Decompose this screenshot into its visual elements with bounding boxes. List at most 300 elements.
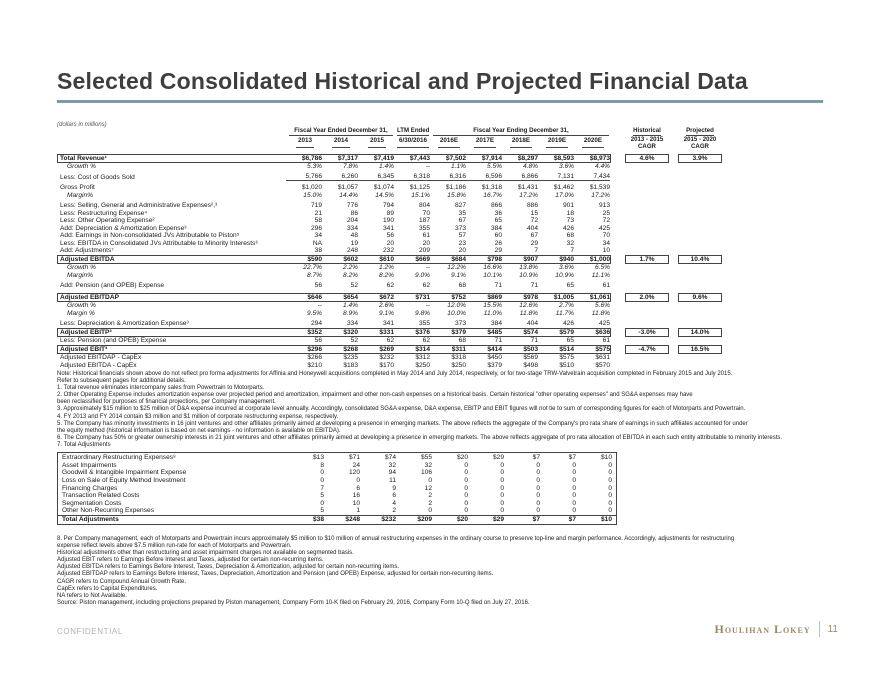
value-cell: 0 bbox=[572, 484, 576, 492]
value-cell: 4.8% bbox=[522, 163, 538, 171]
value-cell: 190 bbox=[382, 217, 394, 225]
value-cell: $1,074 bbox=[373, 184, 394, 192]
row-label: Loss on Sale of Equity Method Investment bbox=[62, 477, 186, 485]
footnotes-block-2 bbox=[57, 536, 847, 607]
value-cell: $1,462 bbox=[553, 184, 574, 192]
value-cell: $940 bbox=[559, 255, 574, 263]
cagr-header-cagr: CAGR bbox=[638, 142, 656, 150]
value-cell: 57 bbox=[458, 232, 466, 240]
row-values bbox=[286, 185, 610, 191]
value-cell: 106 bbox=[420, 469, 432, 477]
value-cell: 0 bbox=[572, 492, 576, 500]
value-cell: $210 bbox=[307, 361, 322, 369]
table-row-main bbox=[57, 210, 611, 218]
value-cell: $731 bbox=[415, 293, 430, 301]
row-label: Add: Depreciation & Amortization Expense³ bbox=[60, 224, 187, 232]
value-cell: 0 bbox=[572, 499, 576, 507]
cagr-value bbox=[678, 173, 722, 182]
value-cell: 0 bbox=[464, 477, 468, 485]
row-values bbox=[286, 233, 610, 239]
value-cell: 24 bbox=[352, 461, 360, 469]
value-cell: 32 bbox=[424, 461, 432, 469]
row-label: Other Non-Recurring Expenses bbox=[62, 507, 154, 515]
value-cell: 17.0% bbox=[555, 191, 574, 199]
value-cell: 12 bbox=[424, 484, 432, 492]
value-cell: $10 bbox=[600, 454, 612, 462]
row-values bbox=[286, 273, 610, 279]
cagr-header bbox=[678, 127, 722, 150]
value-cell: 6.5% bbox=[594, 264, 610, 272]
note-line: 7. Total Adjustments bbox=[57, 441, 111, 448]
table-row bbox=[57, 302, 722, 310]
value-cell: 341 bbox=[382, 224, 394, 232]
value-cell: 10.9% bbox=[555, 271, 574, 279]
value-cell: 16.7% bbox=[483, 191, 502, 199]
value-cell: 5.6% bbox=[594, 302, 610, 310]
value-cell: 5,766 bbox=[305, 173, 322, 181]
table-row bbox=[57, 264, 722, 272]
value-cell: 34 bbox=[602, 239, 610, 247]
note-line: Source: Piston management, including projections prepared by Piston management, Company Form 10-K filed on February 29, 2016, Company Form 10-Q filed on July 27, 2016. bbox=[57, 599, 530, 606]
value-cell: -- bbox=[425, 302, 430, 310]
cagr-value: 16.5% bbox=[678, 345, 722, 354]
table-row bbox=[57, 247, 722, 255]
cagr-header-range: 2013 - 2015 bbox=[630, 135, 664, 143]
value-cell: 89 bbox=[386, 209, 394, 217]
row-values bbox=[286, 338, 610, 344]
row-values bbox=[286, 211, 610, 217]
row-values bbox=[286, 174, 610, 181]
value-cell: 0 bbox=[500, 461, 504, 469]
note-line: CAGR refers to Compound Annual Growth Rate. bbox=[57, 578, 187, 585]
row-label: Gross Profit bbox=[60, 184, 95, 192]
cagr-value bbox=[678, 320, 722, 329]
cagr-value bbox=[678, 337, 722, 346]
cagr-header bbox=[625, 127, 669, 150]
value-cell: $1,186 bbox=[445, 184, 466, 192]
value-cell: $266 bbox=[307, 354, 322, 362]
value-cell: 0 bbox=[608, 469, 612, 477]
value-cell: 425 bbox=[598, 224, 610, 232]
note-line: CapEx refers to Capital Expenditures. bbox=[57, 585, 158, 592]
row-values bbox=[288, 492, 612, 500]
value-cell: 384 bbox=[490, 224, 502, 232]
value-cell: $6,786 bbox=[301, 154, 322, 162]
row-values bbox=[286, 346, 610, 354]
value-cell: 70 bbox=[422, 209, 430, 217]
row-label: Adjusted EBIT³ bbox=[60, 345, 108, 353]
value-cell: 56 bbox=[314, 282, 322, 290]
table-row bbox=[57, 202, 722, 210]
value-cell: 9.5% bbox=[306, 309, 322, 317]
value-cell: -- bbox=[425, 163, 430, 171]
cagr-value bbox=[625, 191, 669, 200]
cagr-header-title: Historical bbox=[633, 127, 661, 134]
value-cell: 10.9% bbox=[519, 271, 538, 279]
cagr-value bbox=[678, 247, 722, 256]
note-line: Adjusted EBITDA refers to Earnings Before Interest, Taxes, Depreciation & Amortization, adjusted for certain non-recurring items. bbox=[57, 564, 400, 571]
value-cell: $379 bbox=[487, 361, 502, 369]
note-line: expense reflect levels above $7.5 million run-rate for each of Motorparts and Powertrain. bbox=[57, 543, 292, 550]
value-cell: $7,443 bbox=[409, 154, 430, 162]
table-row-main bbox=[57, 272, 611, 280]
value-cell: 65 bbox=[566, 337, 574, 345]
value-cell: 0 bbox=[608, 507, 612, 515]
value-cell: $379 bbox=[451, 328, 466, 336]
row-cagr bbox=[625, 309, 722, 318]
value-cell: 8.9% bbox=[342, 309, 358, 317]
value-cell: 384 bbox=[490, 320, 502, 328]
value-cell: 29 bbox=[530, 239, 538, 247]
table-row-main bbox=[57, 192, 611, 200]
adjustments-row bbox=[58, 492, 616, 500]
table-row bbox=[57, 225, 722, 233]
value-cell: 12.6% bbox=[519, 302, 538, 310]
cagr-value bbox=[625, 320, 669, 329]
row-label: Adjusted EBITP³ bbox=[60, 328, 112, 336]
note-line: the equity method (historical information is based on net earnings - no information is available on EBITDA). bbox=[57, 427, 341, 434]
row-values bbox=[286, 193, 610, 199]
year-header-label: 6/30/2016 bbox=[397, 136, 429, 148]
value-cell: $450 bbox=[487, 354, 502, 362]
note-line: 5. The Company has minority investments in 16 joint ventures and other affiliates primarily aimed at developing a presence in emerging markets. The above reflects the aggregate of the Company's pro rata share of earnings in such affiliates accounted for under bbox=[57, 420, 748, 427]
value-cell: 0 bbox=[608, 499, 612, 507]
confidential-label: CONFIDENTIAL bbox=[57, 627, 123, 636]
row-label: Less: Other Operating Expense² bbox=[60, 217, 155, 225]
value-cell: 0 bbox=[464, 507, 468, 515]
row-cagr bbox=[625, 247, 722, 256]
row-label: Add: Earnings in Non-consolidated JVs Attributable to Piston⁵ bbox=[60, 232, 240, 240]
value-cell: 9.1% bbox=[378, 309, 394, 317]
value-cell: 17.2% bbox=[591, 191, 610, 199]
row-label: Margin% bbox=[67, 191, 94, 199]
value-cell: $503 bbox=[523, 345, 538, 353]
year-header-label: 2018E bbox=[510, 136, 532, 148]
value-cell: 9.0% bbox=[414, 271, 430, 279]
value-cell: $268 bbox=[343, 345, 358, 353]
value-cell: 827 bbox=[454, 202, 466, 210]
value-cell: 20 bbox=[386, 239, 394, 247]
value-cell: $29 bbox=[492, 516, 504, 524]
year-header bbox=[431, 136, 467, 146]
table-row bbox=[57, 293, 722, 303]
year-header-label: 2013 bbox=[296, 136, 314, 148]
value-cell: 48 bbox=[350, 232, 358, 240]
table-row-main bbox=[57, 255, 611, 265]
row-values bbox=[288, 454, 612, 462]
value-cell: 13.8% bbox=[519, 264, 538, 272]
value-cell: $1,000 bbox=[589, 255, 610, 263]
value-cell: 0 bbox=[500, 492, 504, 500]
adjustments-row bbox=[58, 507, 616, 515]
row-values bbox=[288, 516, 612, 524]
note-line: 4. FY 2013 and FY 2014 contain $3 million and $1 million of corporate restructuring expense, respectively. bbox=[57, 413, 339, 420]
value-cell: 1 bbox=[356, 507, 360, 515]
cagr-value bbox=[625, 309, 669, 318]
value-cell: 26 bbox=[494, 239, 502, 247]
value-cell: 10.1% bbox=[483, 271, 502, 279]
value-cell: 62 bbox=[386, 337, 394, 345]
value-cell: 38 bbox=[314, 247, 322, 255]
table-row bbox=[57, 282, 722, 290]
value-cell: $7 bbox=[568, 454, 576, 462]
table-header bbox=[57, 127, 722, 150]
value-cell: $575 bbox=[559, 354, 574, 362]
row-label: Adjusted EBITDA - CapEx bbox=[60, 361, 137, 369]
value-cell: 72 bbox=[602, 217, 610, 225]
value-cell: $250 bbox=[451, 361, 466, 369]
table-row-main bbox=[57, 163, 611, 171]
value-cell: 0 bbox=[536, 469, 540, 477]
value-cell: 794 bbox=[382, 202, 394, 210]
row-cagr bbox=[625, 191, 722, 200]
table-row bbox=[57, 174, 722, 182]
value-cell: $311 bbox=[451, 345, 466, 353]
value-cell: $7,914 bbox=[481, 154, 502, 162]
cagr-value bbox=[678, 309, 722, 318]
value-cell: 7 bbox=[570, 247, 574, 255]
row-values bbox=[286, 218, 610, 224]
value-cell: $55 bbox=[420, 454, 432, 462]
cagr-value bbox=[625, 173, 669, 182]
row-label: Adjusted EBITDAP - CapEx bbox=[60, 354, 142, 362]
value-cell: 5 bbox=[320, 507, 324, 515]
table-row-main bbox=[57, 264, 611, 272]
value-cell: 8.2% bbox=[342, 271, 358, 279]
value-cell: $312 bbox=[415, 354, 430, 362]
value-cell: 0 bbox=[500, 477, 504, 485]
value-cell: $631 bbox=[595, 354, 610, 362]
table-row-main bbox=[57, 217, 611, 225]
column-group-label: Fiscal Year Ending December 31, bbox=[433, 127, 609, 136]
value-cell: 0 bbox=[572, 477, 576, 485]
row-values bbox=[286, 248, 610, 254]
value-cell: 72 bbox=[530, 217, 538, 225]
value-cell: $574 bbox=[523, 328, 538, 336]
value-cell: 0 bbox=[428, 477, 432, 485]
value-cell: 0 bbox=[464, 499, 468, 507]
value-cell: 14.4% bbox=[339, 191, 358, 199]
row-label: Goodwill & Intangible Impairment Expense bbox=[62, 469, 187, 477]
table-row-main bbox=[57, 302, 611, 310]
row-label: Growth % bbox=[67, 264, 96, 272]
value-cell: 15.0% bbox=[303, 191, 322, 199]
value-cell: 52 bbox=[350, 282, 358, 290]
value-cell: 10.0% bbox=[447, 309, 466, 317]
value-cell: 0 bbox=[536, 507, 540, 515]
value-cell: 296 bbox=[310, 224, 322, 232]
row-cagr bbox=[625, 345, 722, 354]
value-cell: $1,431 bbox=[517, 184, 538, 192]
cagr-value bbox=[625, 282, 669, 291]
cagr-header-title: Projected bbox=[686, 127, 714, 134]
value-cell: 9 bbox=[392, 484, 396, 492]
footnotes-block-1 bbox=[57, 371, 847, 449]
value-cell: $798 bbox=[487, 255, 502, 263]
value-cell: 294 bbox=[310, 320, 322, 328]
row-values bbox=[286, 311, 610, 317]
cagr-value bbox=[678, 191, 722, 200]
value-cell: $232 bbox=[379, 354, 394, 362]
value-cell: 425 bbox=[598, 320, 610, 328]
adjustments-row bbox=[58, 515, 616, 524]
value-cell: 0 bbox=[572, 469, 576, 477]
table-row bbox=[57, 217, 722, 225]
note-line: 3. Approximately $15 million to $25 million of D&A expense incurred at corporate level annually. Accordingly, consolidated SG&A expense, D&A expense, EBITP and EBIT figures will not tie to sum of corresponding figures for each of Motorparts and Powertrain. bbox=[57, 406, 746, 413]
value-cell: 373 bbox=[454, 320, 466, 328]
page-number: 11 bbox=[827, 623, 838, 635]
row-values bbox=[286, 226, 610, 232]
value-cell: $1,061 bbox=[589, 293, 610, 301]
year-header-label: 2017E bbox=[474, 136, 496, 148]
value-cell: 901 bbox=[562, 202, 574, 210]
row-label: Margin % bbox=[67, 309, 95, 317]
value-cell: $8,973 bbox=[589, 154, 610, 162]
value-cell: $752 bbox=[451, 293, 466, 301]
value-cell: $907 bbox=[523, 255, 538, 263]
value-cell: 68 bbox=[458, 337, 466, 345]
year-header-label: 2014 bbox=[332, 136, 350, 148]
row-label: Growth % bbox=[67, 302, 96, 310]
table-row-main bbox=[57, 282, 611, 290]
value-cell: 2.6% bbox=[378, 302, 394, 310]
value-cell: 36 bbox=[494, 209, 502, 217]
value-cell: 70 bbox=[602, 232, 610, 240]
value-cell: 14.5% bbox=[375, 191, 394, 199]
value-cell: 6,260 bbox=[341, 173, 358, 181]
cagr-value bbox=[678, 163, 722, 172]
row-values bbox=[286, 363, 610, 369]
value-cell: 9.8% bbox=[414, 309, 430, 317]
value-cell: 8 bbox=[320, 461, 324, 469]
value-cell: 0 bbox=[500, 499, 504, 507]
value-cell: $1,057 bbox=[337, 184, 358, 192]
cagr-value: 4.6% bbox=[625, 154, 669, 163]
value-cell: 2 bbox=[428, 492, 432, 500]
row-label: Segmentation Costs bbox=[62, 499, 122, 507]
note-line: Historical adjustments other than restructuring and asset impairment charges not available on segmented basis. bbox=[57, 550, 354, 557]
year-header-label: 2019E bbox=[546, 136, 568, 148]
value-cell: $183 bbox=[343, 361, 358, 369]
value-cell: 0 bbox=[500, 484, 504, 492]
row-label: Less: Cost of Goods Sold bbox=[60, 173, 135, 181]
value-cell: 62 bbox=[422, 282, 430, 290]
value-cell: 17.2% bbox=[519, 191, 538, 199]
row-cagr bbox=[625, 361, 722, 370]
value-cell: $8,297 bbox=[517, 154, 538, 162]
value-cell: 804 bbox=[418, 202, 430, 210]
value-cell: $1,005 bbox=[553, 293, 574, 301]
cagr-value bbox=[678, 282, 722, 291]
value-cell: $29 bbox=[492, 454, 504, 462]
table-row-main bbox=[57, 174, 611, 182]
footer-divider bbox=[819, 621, 820, 637]
value-cell: 11.7% bbox=[555, 309, 574, 317]
row-cagr bbox=[625, 163, 722, 172]
row-values bbox=[286, 303, 610, 309]
value-cell: 866 bbox=[490, 202, 502, 210]
value-cell: 0 bbox=[536, 492, 540, 500]
cagr-value: 10.4% bbox=[678, 255, 722, 264]
table-row bbox=[57, 192, 722, 200]
cagr-value bbox=[625, 361, 669, 370]
table-row-main bbox=[57, 154, 611, 164]
note-line: 1. Total revenue eliminates intercompany sales from Powertrain to Motorparts. bbox=[57, 385, 265, 392]
value-cell: 232 bbox=[382, 247, 394, 255]
row-label: Margin% bbox=[67, 271, 94, 279]
value-cell: 19 bbox=[350, 239, 358, 247]
row-cagr bbox=[625, 271, 722, 280]
value-cell: 2.7% bbox=[558, 302, 574, 310]
row-label: Less: Depreciation & Amortization Expense³ bbox=[60, 320, 189, 328]
table-row bbox=[57, 154, 722, 164]
value-cell: 913 bbox=[598, 202, 610, 210]
year-header-label: 2016E bbox=[438, 136, 460, 148]
table-row bbox=[57, 210, 722, 218]
value-cell: 6,866 bbox=[521, 173, 538, 181]
value-cell: $71 bbox=[348, 454, 360, 462]
value-cell: 719 bbox=[310, 202, 322, 210]
note-line: been reclassified for purposes of financial projections, per Company management. bbox=[57, 399, 276, 406]
value-cell: 0 bbox=[356, 477, 360, 485]
value-cell: $654 bbox=[343, 293, 358, 301]
cagr-value bbox=[625, 163, 669, 172]
value-cell: 355 bbox=[418, 224, 430, 232]
value-cell: 6,345 bbox=[377, 173, 394, 181]
cagr-value bbox=[678, 271, 722, 280]
value-cell: $1,020 bbox=[301, 184, 322, 192]
value-cell: 61 bbox=[422, 232, 430, 240]
value-cell: 65 bbox=[494, 217, 502, 225]
value-cell: $10 bbox=[600, 516, 612, 524]
value-cell: 0 bbox=[608, 477, 612, 485]
year-header bbox=[539, 136, 575, 146]
value-cell: $498 bbox=[523, 361, 538, 369]
value-cell: $610 bbox=[379, 255, 394, 263]
value-cell: 62 bbox=[386, 282, 394, 290]
value-cell: 0 bbox=[428, 507, 432, 515]
table-row bbox=[57, 310, 722, 318]
table-row-main bbox=[57, 310, 611, 318]
value-cell: 32 bbox=[388, 461, 396, 469]
value-cell: 71 bbox=[530, 282, 538, 290]
value-cell: 15.8% bbox=[447, 191, 466, 199]
value-cell: NA bbox=[312, 239, 322, 247]
value-cell: $485 bbox=[487, 328, 502, 336]
value-cell: 11.1% bbox=[591, 271, 610, 279]
value-cell: 426 bbox=[562, 224, 574, 232]
value-cell: 7 bbox=[534, 247, 538, 255]
value-cell: 29 bbox=[494, 247, 502, 255]
note-line: Refer to subsequent pages for additional details. bbox=[57, 378, 186, 385]
adjustments-row bbox=[58, 500, 616, 508]
value-cell: 404 bbox=[526, 320, 538, 328]
value-cell: $296 bbox=[307, 345, 322, 353]
table-row bbox=[57, 337, 722, 345]
value-cell: 56 bbox=[314, 337, 322, 345]
table-row-main bbox=[57, 328, 611, 338]
value-cell: $352 bbox=[307, 328, 322, 336]
adjustments-row bbox=[58, 462, 616, 470]
value-cell: 6,316 bbox=[449, 173, 466, 181]
cagr-header-range: 2015 - 2020 bbox=[683, 135, 717, 143]
adjustments-row bbox=[58, 454, 616, 462]
value-cell: 0 bbox=[536, 477, 540, 485]
value-cell: 22.7% bbox=[303, 264, 322, 272]
row-label: Less: EBITDA in Consolidated JVs Attributable to Minority Interests⁶ bbox=[60, 239, 259, 247]
row-cagr bbox=[625, 282, 722, 291]
note-line: Adjusted EBIT refers to Earnings Before Interest and Taxes, adjusted for certain non-recurring items. bbox=[57, 557, 324, 564]
